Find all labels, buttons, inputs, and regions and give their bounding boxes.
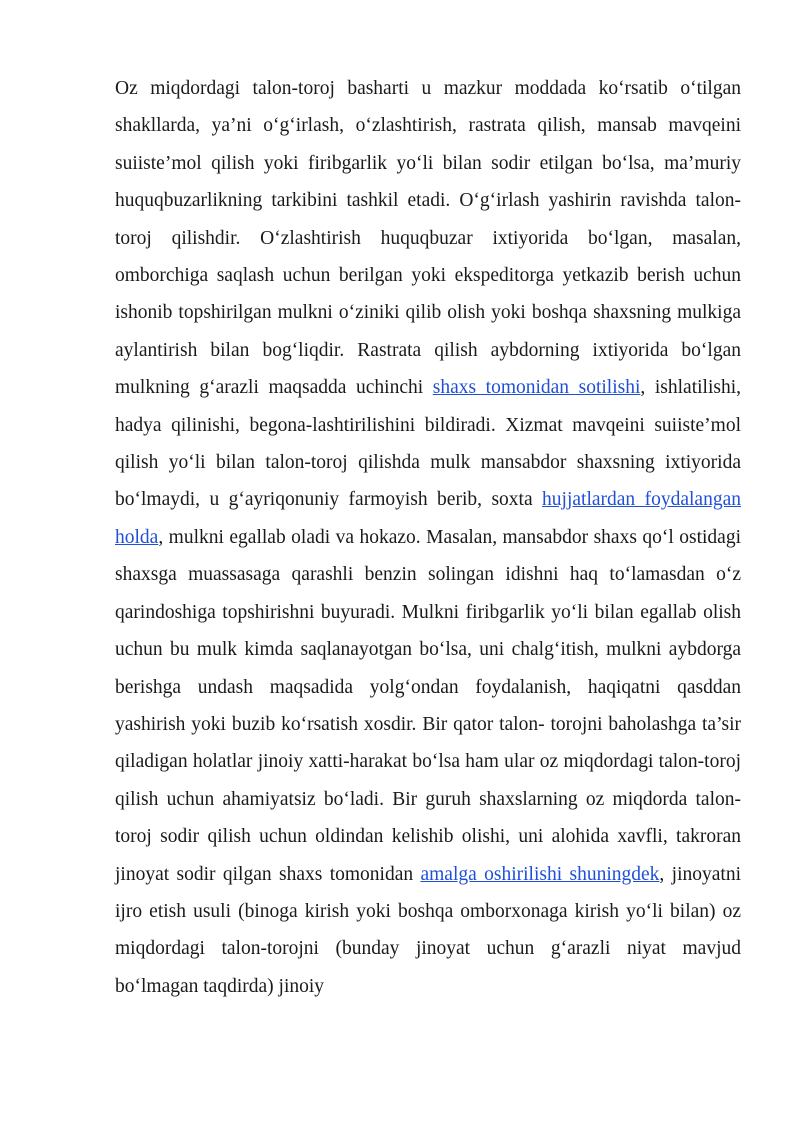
link-shaxs-tomonidan-sotilishi[interactable]: shaxs tomonidan sotilishi	[432, 377, 641, 399]
text-segment-3: , mulkni egallab oladi va hokazo. Masalan, mansabdor shaxs qo‘l ostidagi shaxsga muassasaga qarashli benzin solingan idishni haq to‘lamasdan o‘z qarindoshiga topshirishni buyuradi. Mulkni firibgarlik yo‘li bilan egallab olish uchun bu mulk kimda saqlanayotgan bo‘lsa, uni chalg‘itish, mulkni aybdorga berishga undash maqsadida yolg‘ondan foydalanish, haqiqatni qasddan yashirish yoki buzib ko‘rsatish xosdir. Bir qator talon- torojni baholashga ta’sir qiladigan holatlar jinoiy xatti-harakat bo‘lsa ham ular oz miqdordagi talon-toroj qilish uchun ahamiyatsiz bo‘ladi. Bir guruh shaxslarning oz miqdorda talon-toroj sodir qilish uchun oldindan kelishib olishi, uni alohida xavfli, takroran jinoyat sodir qilgan shaxs tomonidan	[115, 526, 741, 885]
document-page	[115, 70, 741, 1005]
text-segment-1: Oz miqdordagi talon-toroj basharti u mazkur moddada ko‘rsatib o‘tilgan shakllarda, ya’ni o‘g‘irlash, o‘zlashtirish, rastrata qilish, mansab mavqeini suiiste’mol qilish yoki firibgarlik yo‘li bilan sodir etilgan bo‘lsa, ma’muriy huquqbuzarlikning tarkibini tashkil etadi. O‘g‘irlash yashirin ravishda talon-toroj qilishdir. O‘zlashtirish huquqbuzar ixtiyorida bo‘lgan, masalan, omborchiga saqlash uchun berilgan yoki ekspeditorga yetkazib berish uchun ishonib topshirilgan mulkni o‘ziniki qilib olish yoki boshqa shaxsning mulkiga aylantirish bilan bog‘liqdir. Rastrata qilish aybdorning ixtiyorida bo‘lgan mulkning g‘arazli maqsadda uchinchi	[115, 78, 741, 399]
text-segment-2: , ishlatilishi, hadya qilinishi, begona-lashtirilishini bildiradi. Xizmat mavqeini suiiste’mol qilish yo‘li bilan talon-toroj qilishda mulk mansabdor shaxsning ixtiyorida bo‘lmaydi, u g‘ayriqonuniy farmoyish berib, soxta	[115, 377, 741, 511]
text-segment-4: , jinoyatni ijro etish usuli (binoga kirish yoki boshqa omborxonaga kirish yo‘li bilan) oz miqdordagi talon-torojni (bunday jinoyat uchun g‘arazli niyat mavjud bo‘lmagan taqdirda) jinoiy	[115, 863, 741, 997]
link-hujjatlardan-foydalangan-holda[interactable]: hujjatlardan foydalangan holda	[115, 489, 741, 548]
link-amalga-oshirilishi-shuningdek[interactable]: amalga oshirilishi shuningdek	[420, 863, 660, 885]
body-paragraph	[115, 70, 741, 1005]
